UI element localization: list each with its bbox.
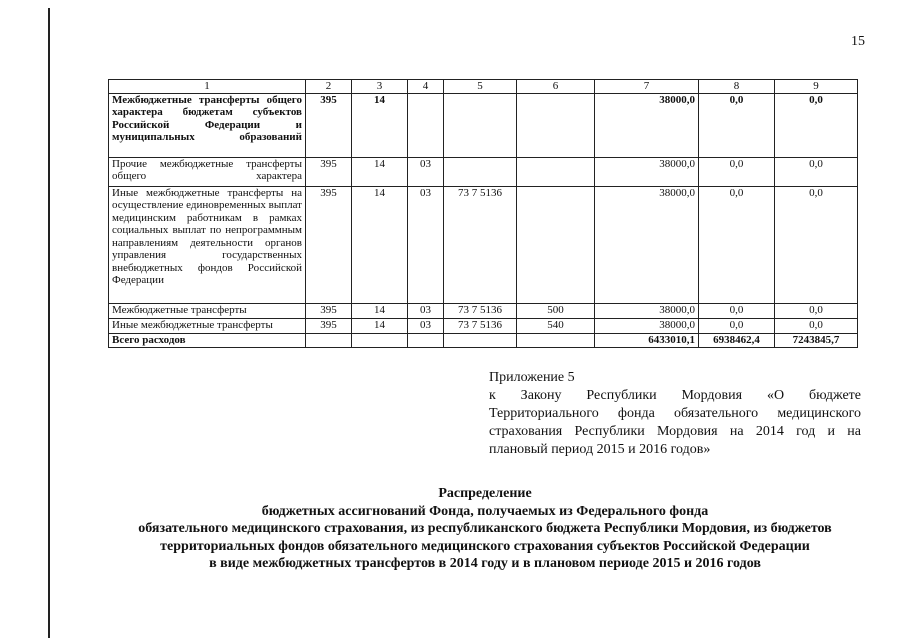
header-cell: 9: [775, 80, 858, 94]
cell-target-article: 73 7 5136: [444, 318, 517, 333]
page-number: 15: [851, 34, 865, 49]
cell-section: 14: [352, 93, 408, 157]
cell-amount-2015: 0,0: [699, 186, 775, 303]
table-total-row: [109, 333, 858, 347]
row-name: Межбюджетные трансферты общего характера бюджетам субъектов Российской Федерации и муниципальных образований: [109, 93, 306, 157]
table-header-row: [109, 80, 858, 94]
distribution-line: территориальных фондов обязательного медицинского страхования субъектов Российской Федерации: [160, 538, 810, 554]
cell-target-article: [444, 333, 517, 347]
appendix-text: к Закону Республики Мордовия «О бюджете Территориального фонда обязательного медицинского страхования Республики Мордовия на 2014 год и на плановый период 2015 и 2016 годов»: [489, 388, 861, 457]
cell-section: [352, 333, 408, 347]
distribution-line: бюджетных ассигнований Фонда, получаемых из Федерального фонда: [261, 503, 709, 519]
cell-amount-2014: 38000,0: [595, 157, 699, 186]
cell-subsection: 03: [408, 303, 444, 318]
left-margin-rule: [48, 8, 50, 638]
cell-amount-2016: 0,0: [775, 93, 858, 157]
cell-amount-2016: 7243845,7: [775, 333, 858, 347]
cell-subsection: 03: [408, 157, 444, 186]
cell-target-article: 73 7 5136: [444, 303, 517, 318]
header-cell: 3: [352, 80, 408, 94]
cell-section: 14: [352, 303, 408, 318]
cell-expense-type: 500: [517, 303, 595, 318]
distribution-heading: Распределение: [438, 486, 532, 501]
header-cell: 5: [444, 80, 517, 94]
table-row: [109, 186, 858, 303]
table-row: [109, 157, 858, 186]
budget-table: [108, 79, 858, 348]
appendix-reference: [489, 369, 861, 459]
distribution-heading-block: [80, 485, 890, 573]
cell-target-article: [444, 157, 517, 186]
table-row: [109, 318, 858, 333]
cell-amount-2015: 0,0: [699, 157, 775, 186]
cell-amount-2015: 6938462,4: [699, 333, 775, 347]
appendix-title: Приложение 5: [489, 370, 575, 385]
header-cell: 1: [109, 80, 306, 94]
cell-subsection: 03: [408, 186, 444, 303]
cell-section: 14: [352, 186, 408, 303]
cell-admin-code: 395: [306, 93, 352, 157]
table-row: [109, 303, 858, 318]
row-name: Иные межбюджетные трансферты на осуществление единовременных выплат медицинским работникам в рамках социальных выплат по непрограммным направлениям деятельности органов управления государственных внебюджетных фондов Российской Федерации: [109, 186, 306, 303]
distribution-line: в виде межбюджетных трансфертов в 2014 году и в плановом периоде 2015 и 2016 годов: [209, 556, 761, 571]
cell-admin-code: 395: [306, 186, 352, 303]
cell-amount-2014: 6433010,1: [595, 333, 699, 347]
row-name: Иные межбюджетные трансферты: [109, 318, 306, 333]
cell-amount-2014: 38000,0: [595, 303, 699, 318]
cell-amount-2014: 38000,0: [595, 186, 699, 303]
header-cell: 7: [595, 80, 699, 94]
table-row: [109, 93, 858, 157]
cell-amount-2015: 0,0: [699, 303, 775, 318]
header-cell: 4: [408, 80, 444, 94]
header-cell: 6: [517, 80, 595, 94]
cell-amount-2016: 0,0: [775, 157, 858, 186]
row-name: Межбюджетные трансферты: [109, 303, 306, 318]
cell-expense-type: [517, 93, 595, 157]
cell-expense-type: 540: [517, 318, 595, 333]
cell-amount-2014: 38000,0: [595, 93, 699, 157]
distribution-line: обязательного медицинского страхования, из республиканского бюджета Республики Мордовия, из бюджетов: [138, 521, 832, 536]
cell-subsection: [408, 93, 444, 157]
cell-amount-2016: 0,0: [775, 186, 858, 303]
cell-expense-type: [517, 186, 595, 303]
cell-amount-2016: 0,0: [775, 303, 858, 318]
cell-target-article: 73 7 5136: [444, 186, 517, 303]
cell-subsection: 03: [408, 318, 444, 333]
row-name: Всего расходов: [109, 333, 306, 347]
row-name: Прочие межбюджетные трансферты общего характера: [109, 157, 306, 186]
cell-expense-type: [517, 333, 595, 347]
header-cell: 8: [699, 80, 775, 94]
cell-section: 14: [352, 157, 408, 186]
cell-target-article: [444, 93, 517, 157]
cell-admin-code: 395: [306, 303, 352, 318]
cell-amount-2015: 0,0: [699, 93, 775, 157]
cell-admin-code: 395: [306, 318, 352, 333]
cell-section: 14: [352, 318, 408, 333]
cell-admin-code: 395: [306, 157, 352, 186]
cell-expense-type: [517, 157, 595, 186]
header-cell: 2: [306, 80, 352, 94]
cell-amount-2015: 0,0: [699, 318, 775, 333]
cell-amount-2014: 38000,0: [595, 318, 699, 333]
cell-subsection: [408, 333, 444, 347]
cell-admin-code: [306, 333, 352, 347]
cell-amount-2016: 0,0: [775, 318, 858, 333]
